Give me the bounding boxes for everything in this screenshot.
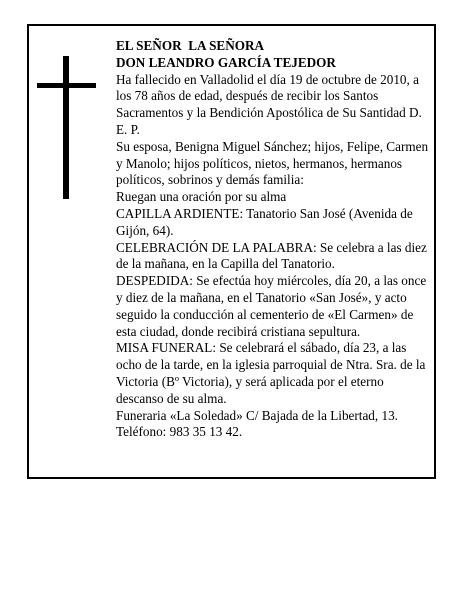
farewell-info: DESPEDIDA: Se efectúa hoy miércoles, día 20, a las once y diez de la mañana, en el Tanatorio «San José», y acto seguido la conducción al cementerio de «El Carmen» de esta ciudad, donde recibirá cristiana sepultura. — [116, 273, 427, 339]
death-announcement: Ha fallecido en Valladolid el día 19 de octubre de 2010, a los 78 años de edad, después de recibir los Santos Sacramentos y la Bendición Apostólica de Su Santidad D. E. P. — [116, 71, 422, 137]
celebration-info: CELEBRACIÓN DE LA PALABRA: Se celebra a las diez de la mañana, en la Capilla del Tanatorio. — [116, 239, 427, 272]
funeral-home: Funeraria «La Soledad» C/ Bajada de la Libertad, 13. — [116, 407, 398, 423]
prayer-request: Ruegan una oración por su alma — [116, 189, 287, 205]
family-paragraph: Su esposa, Benigna Miguel Sánchez; hijos, Felipe, Carmen y Manolo; hijos políticos, nietos, hermanos, hermanos políticos, sobrinos y demás familia: — [116, 138, 429, 188]
phone-number: Teléfono: 983 35 13 42. — [116, 424, 243, 440]
cross-icon-bar — [37, 83, 96, 88]
deceased-name: DON LEANDRO GARCÍA TEJEDOR — [116, 54, 336, 70]
cross-icon — [63, 56, 69, 199]
mass-info: MISA FUNERAL: Se celebrará el sábado, día 23, a las ocho de la tarde, en la iglesia parroquial de Ntra. Sra. de la Victoria (Bº Victoria), y será aplicada por el eterno descanso de su alma. — [116, 340, 426, 406]
header-line-1: EL SEÑOR LA SEÑORA — [116, 38, 265, 53]
obituary-text — [116, 38, 432, 441]
chapel-info: CAPILLA ARDIENTE: Tanatorio San José (Avenida de Gijón, 64). — [116, 205, 413, 238]
